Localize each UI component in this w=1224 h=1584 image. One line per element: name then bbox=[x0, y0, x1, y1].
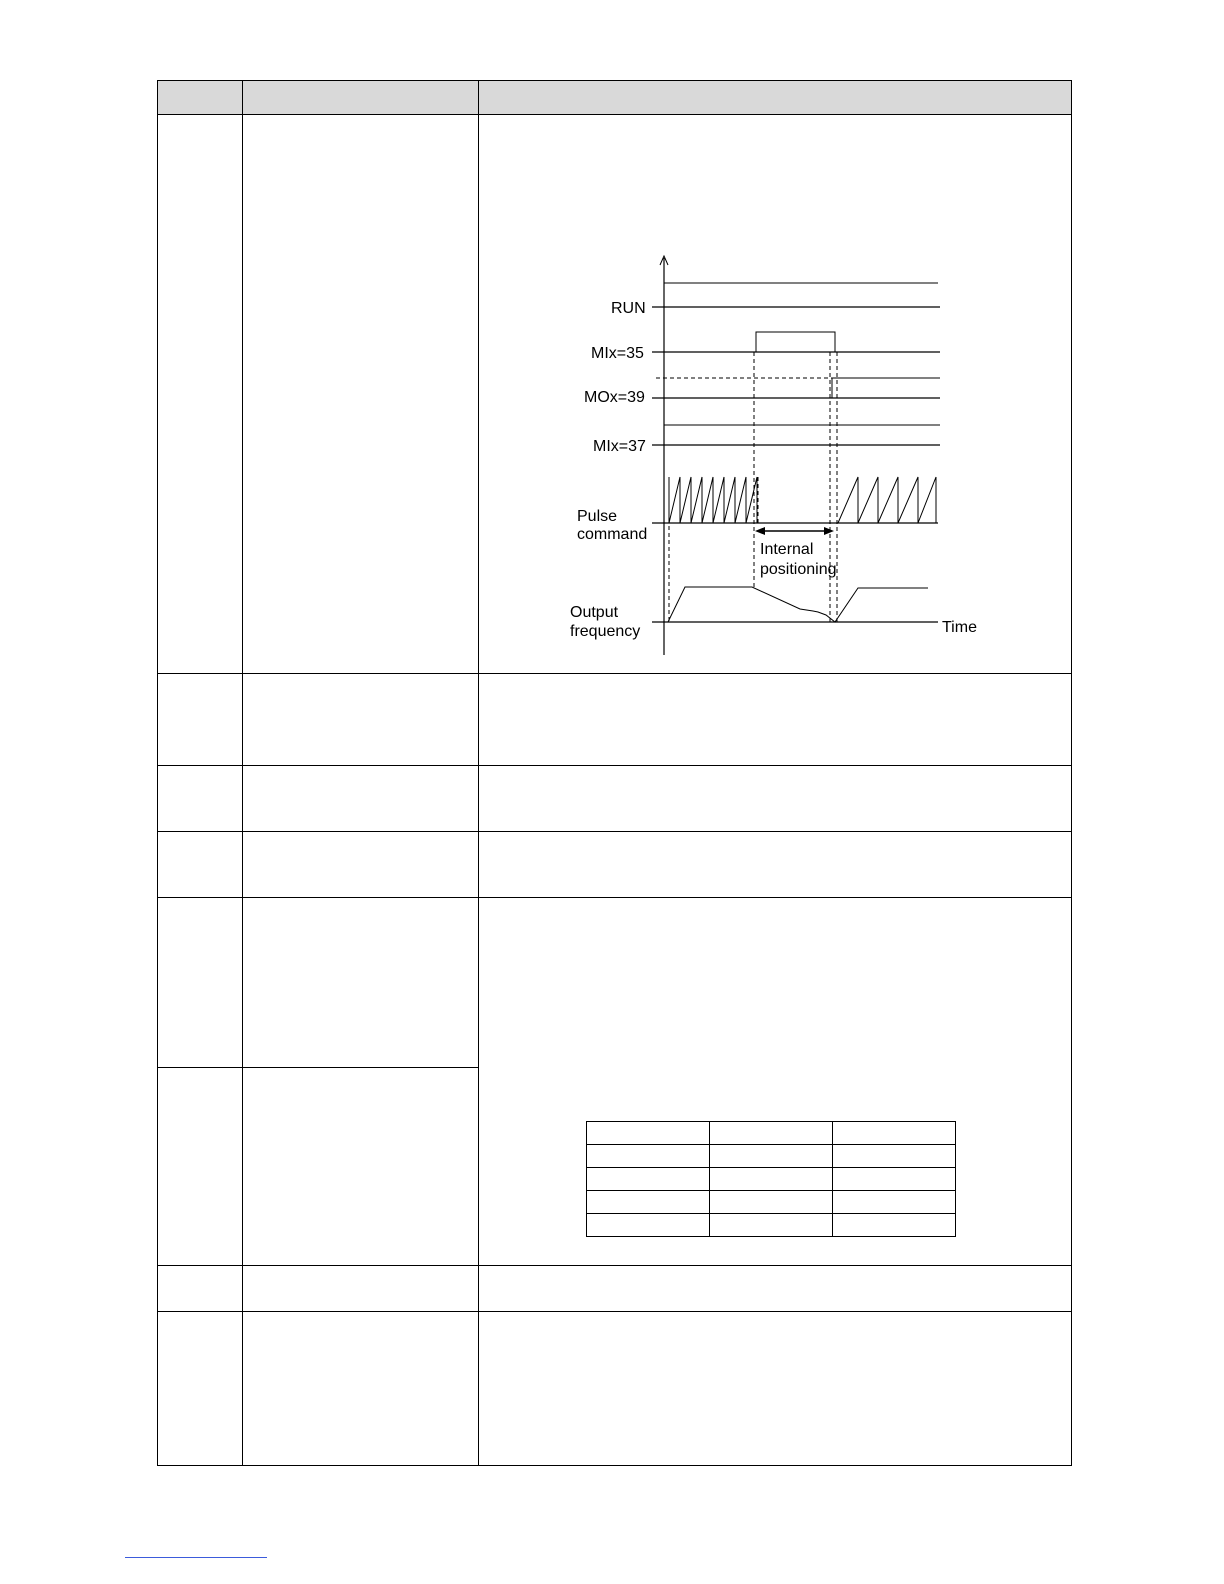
row-divider bbox=[157, 765, 1072, 766]
label-mox39: MOx=39 bbox=[584, 389, 645, 406]
row-divider bbox=[157, 1265, 1072, 1266]
label-time: Time bbox=[942, 619, 977, 636]
label-output-1: Output bbox=[570, 604, 619, 621]
label-internal-1: Internal bbox=[760, 541, 814, 558]
table-row bbox=[587, 1145, 956, 1168]
table-row bbox=[587, 1214, 956, 1237]
table-row bbox=[587, 1191, 956, 1214]
footer-link-underline[interactable] bbox=[125, 1557, 267, 1558]
column-divider-2 bbox=[478, 80, 479, 1466]
label-pulse-1: Pulse bbox=[577, 508, 618, 525]
table-row bbox=[587, 1168, 956, 1191]
row-divider bbox=[157, 673, 1072, 674]
column-divider-1 bbox=[242, 80, 243, 1466]
row-divider-partial bbox=[157, 1067, 478, 1068]
timing-diagram bbox=[560, 250, 990, 660]
label-output-2: frequency bbox=[570, 623, 641, 640]
table-row bbox=[587, 1122, 956, 1145]
label-mix37: MIx=37 bbox=[593, 438, 646, 455]
label-pulse-2: command bbox=[577, 526, 648, 543]
label-mix35: MIx=35 bbox=[591, 345, 644, 362]
row-divider bbox=[157, 1311, 1072, 1312]
row-divider bbox=[157, 831, 1072, 832]
row-divider bbox=[157, 897, 1072, 898]
label-internal-2: positioning bbox=[760, 561, 837, 578]
sub-table bbox=[586, 1121, 956, 1237]
label-run: RUN bbox=[611, 300, 646, 317]
